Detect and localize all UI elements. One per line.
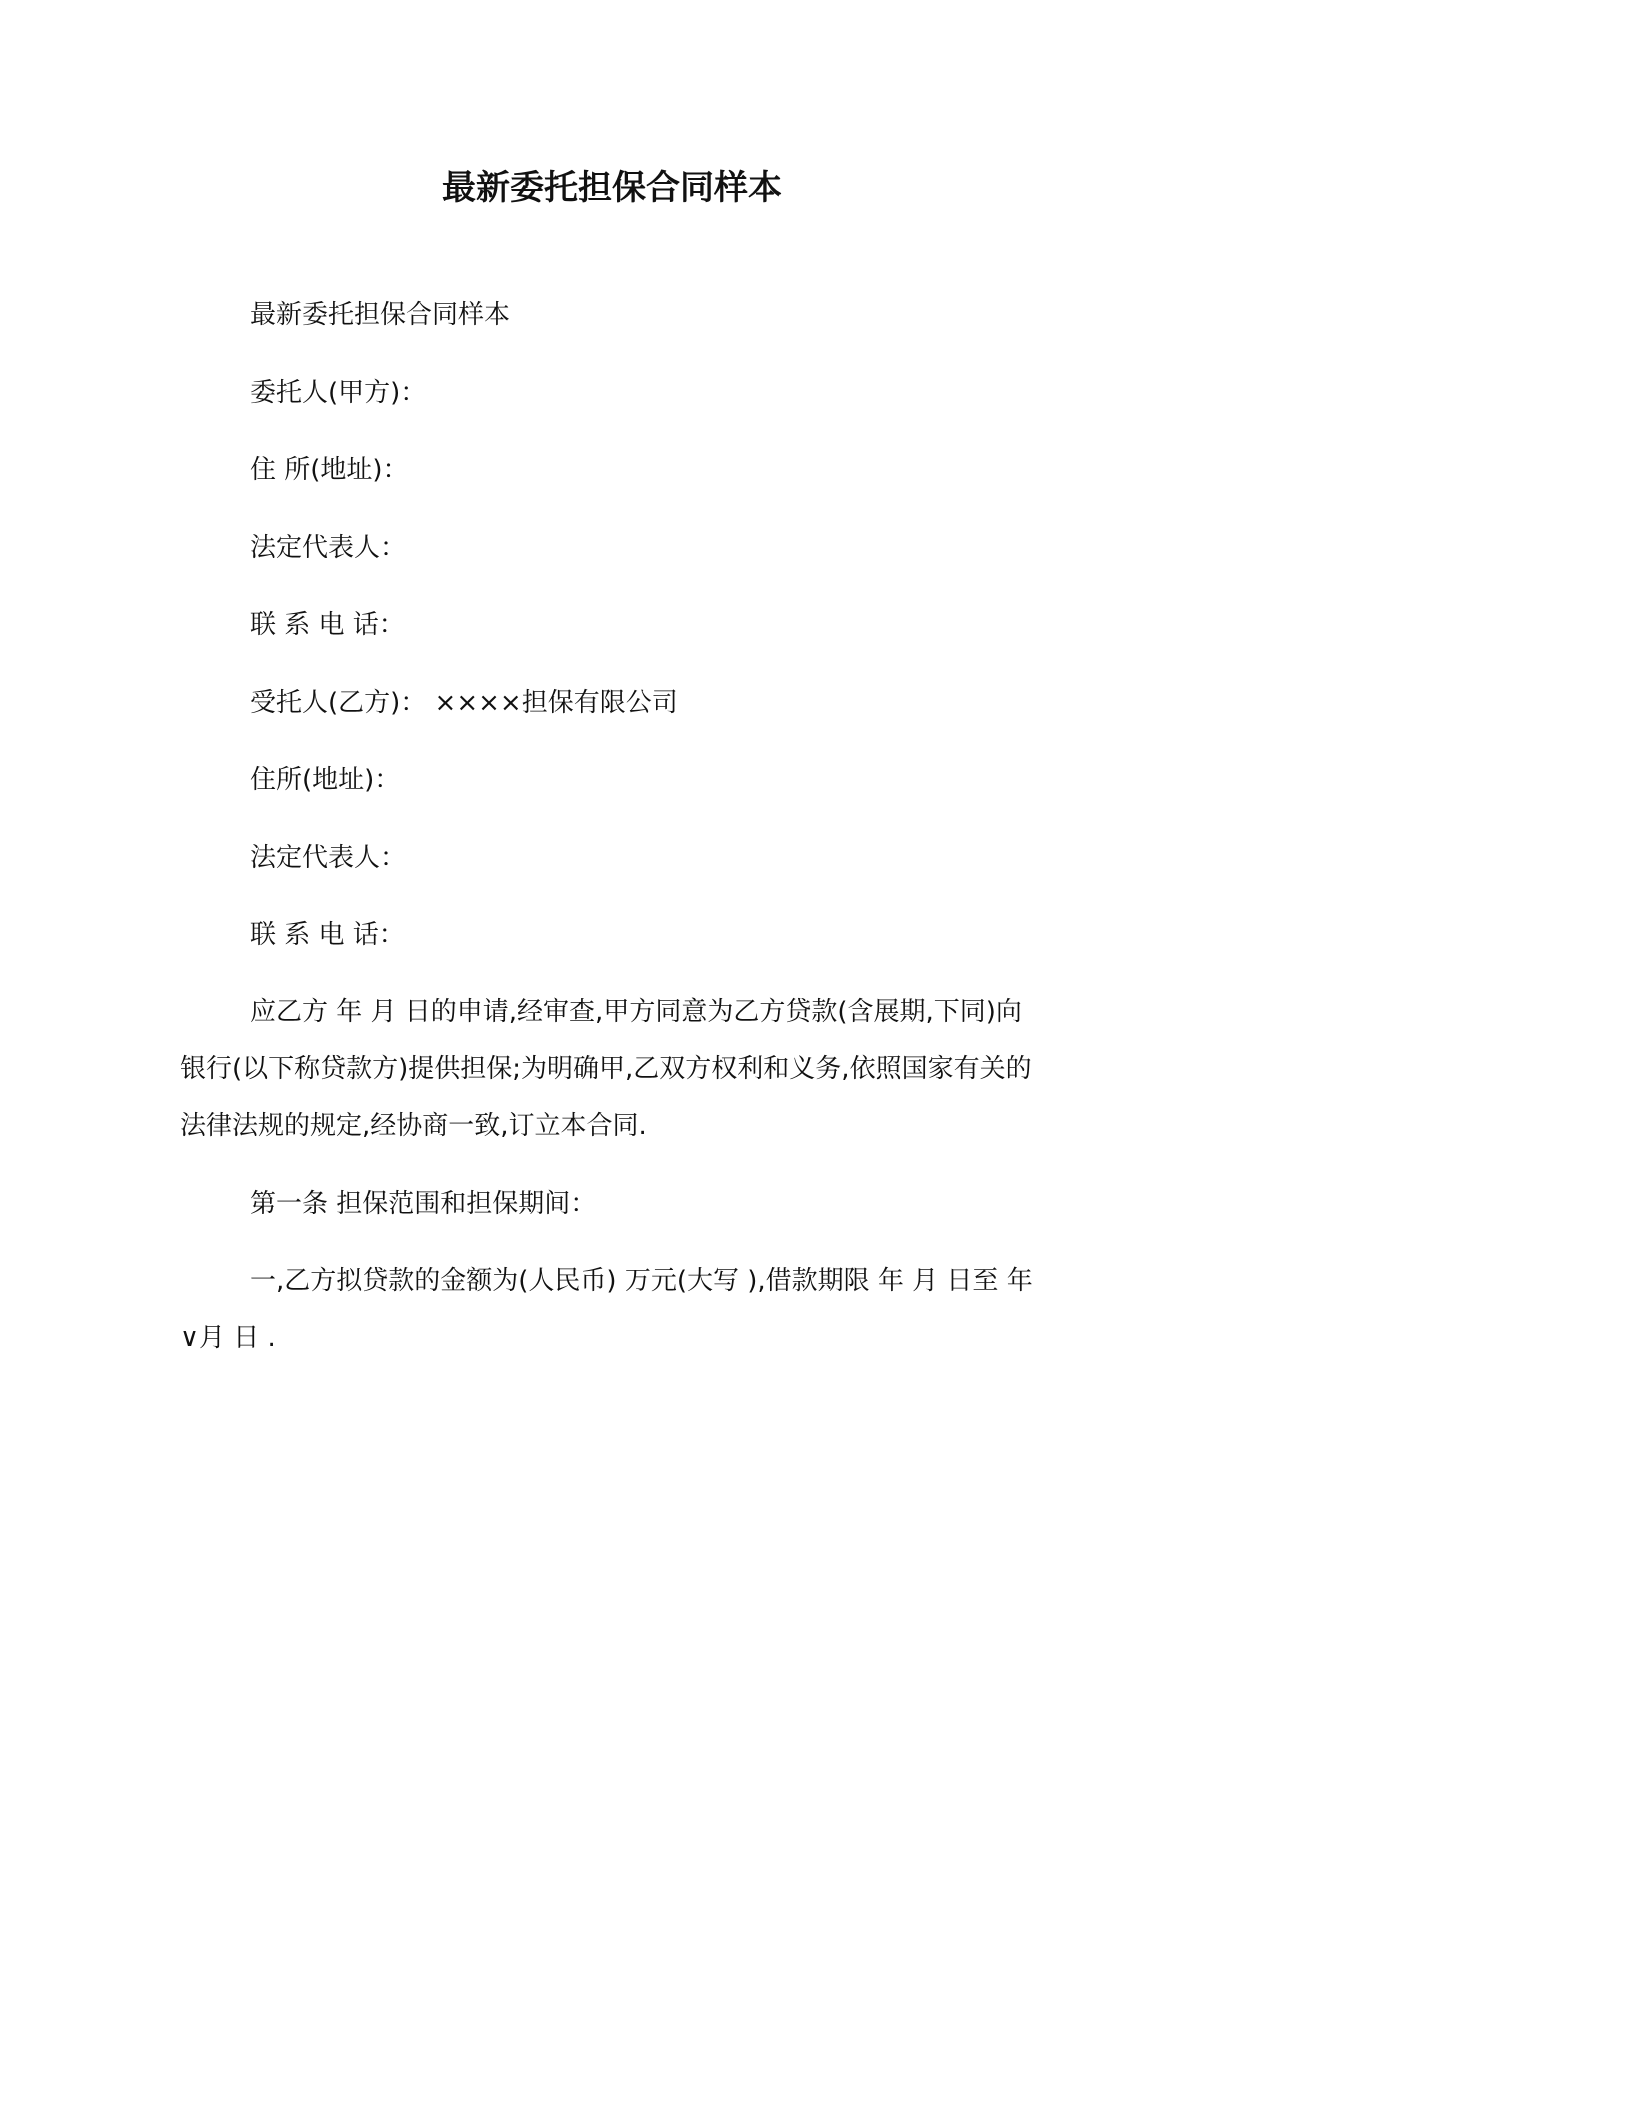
party-b-phone: 联 系 电 话： xyxy=(250,920,405,950)
document-subtitle: 最新委托担保合同样本 xyxy=(250,300,511,330)
article1-item1-paragraph: 一,乙方拟贷款的金额为(人民币) 万元(大写 ),借款期限 年 月 日至 年∨月 日 . xyxy=(180,1266,1033,1353)
party-a-entrustor: 委托人(甲方)： xyxy=(250,378,427,408)
party-a-phone: 联 系 电 话： xyxy=(250,610,405,640)
party-a-legal-rep: 法定代表人： xyxy=(250,533,407,563)
preamble-paragraph: 应乙方 年 月 日的申请,经审查,甲方同意为乙方贷款(含展期,下同)向 银行(以下称贷款方)提供担保;为明确甲,乙双方权利和义务,依照国家有关的法律法规的规定,经协商一致,订立本合同. xyxy=(180,997,1032,1141)
party-a-address: 住 所(地址)： xyxy=(250,455,409,485)
party-b-legal-rep: 法定代表人： xyxy=(250,843,407,873)
article1-heading: 第一条 担保范围和担保期间： xyxy=(250,1189,597,1219)
document-title: 最新委托担保合同样本 xyxy=(442,168,782,208)
party-b-address: 住所(地址)： xyxy=(250,765,401,795)
party-b-trustee: 受托人(乙方)： ××××担保有限公司 xyxy=(250,688,678,718)
